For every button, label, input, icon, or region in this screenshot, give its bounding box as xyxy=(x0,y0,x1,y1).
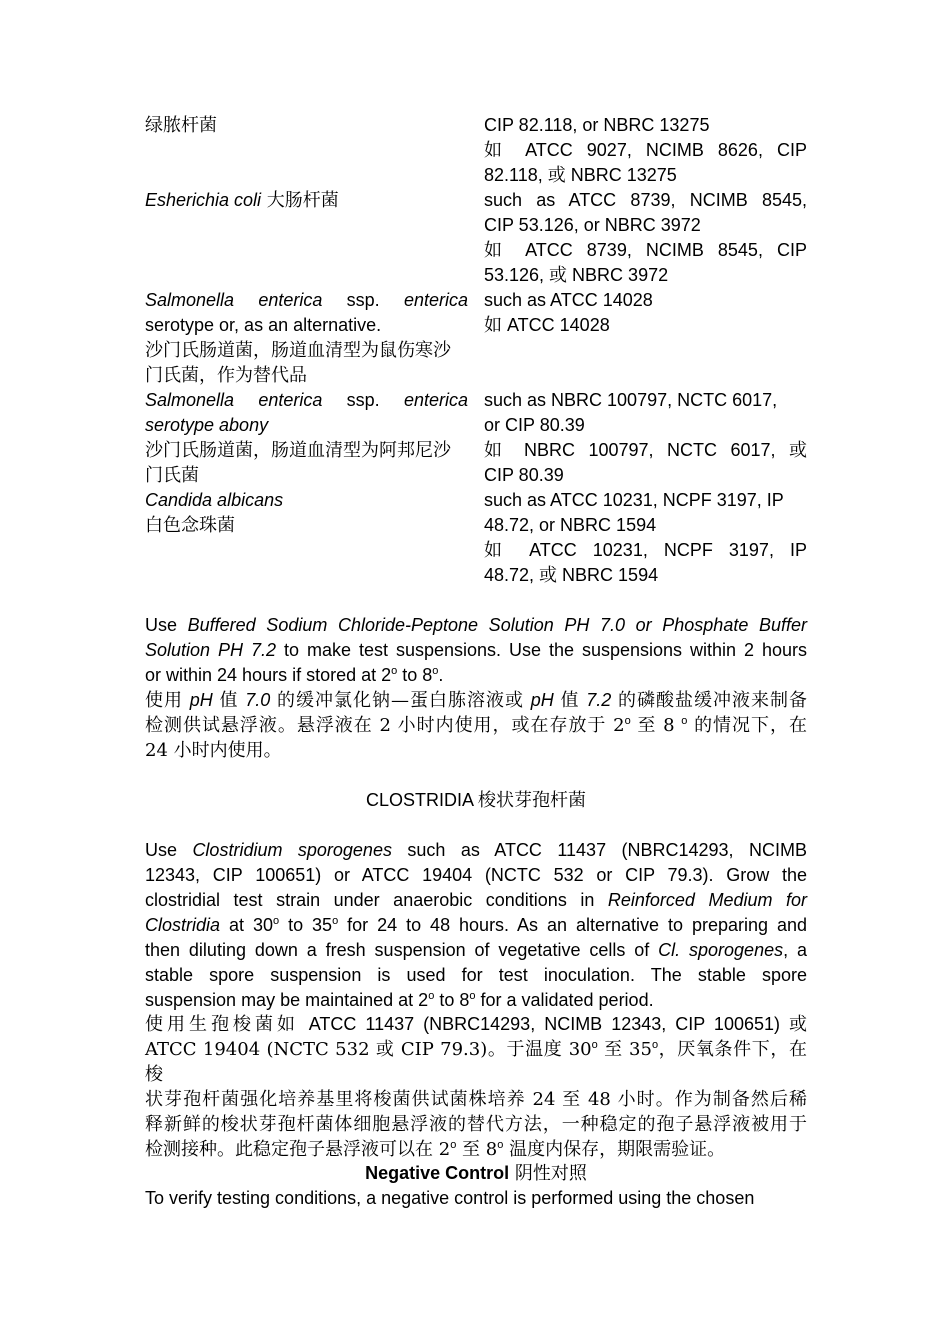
text-run: 48.72, 或 NBRC 1594 xyxy=(484,565,659,585)
paragraph-clostridia-heading xyxy=(145,788,807,813)
text-line xyxy=(145,338,468,363)
text-line xyxy=(145,838,807,863)
text-run: 使用 xyxy=(145,690,190,711)
degree-mark: o xyxy=(332,915,339,927)
organism-name-cell xyxy=(145,488,468,588)
text-run: suspension may be maintained at 2 xyxy=(145,990,429,1010)
text-run: Use xyxy=(145,840,193,860)
text-run: 绿脓杆菌 xyxy=(145,115,217,136)
strain-cell xyxy=(484,488,807,588)
text-run: for 24 to 48 hours. As an alternative to preparing and xyxy=(338,915,807,935)
text-run: 至 8 xyxy=(630,715,682,736)
text-line xyxy=(145,738,807,763)
text-run: CLOSTRIDIA xyxy=(365,790,479,810)
text-run: ssp. xyxy=(322,390,404,410)
text-line xyxy=(145,288,468,313)
text-line xyxy=(484,238,807,263)
text-run: Reinforced Medium for xyxy=(607,890,807,910)
text-line xyxy=(145,663,807,688)
text-run: 53.126, 或 NBRC 3972 xyxy=(484,265,669,285)
organism-name-cell xyxy=(145,388,468,488)
text-line xyxy=(145,863,807,888)
text-line xyxy=(145,788,807,813)
text-run: 如 NBRC 100797, NCTC 6017, 或 xyxy=(484,440,807,460)
strain-cell xyxy=(484,113,807,188)
text-run: 沙门氏肠道菌，肠道血清型为阿邦尼沙 xyxy=(145,440,451,461)
text-line xyxy=(484,263,807,288)
text-run: 12343, CIP 100651) or ATCC 19404 (NCTC 532 or CIP 79.3). Grow the xyxy=(145,865,807,885)
text-run: 状芽孢杆菌强化培养基里将梭菌供试菌株培养 24 至 48 小时。作为制备然后稀 xyxy=(145,1089,807,1110)
text-run: Salmonella enterica xyxy=(145,390,323,410)
text-line xyxy=(484,213,807,238)
text-line xyxy=(145,613,807,638)
text-run: 白色念珠菌 xyxy=(145,515,235,536)
paragraph-clostridia-en xyxy=(145,838,807,1013)
text-run: 的缓冲氯化钠—蛋白胨溶液或 xyxy=(270,690,531,711)
degree-mark: o xyxy=(591,1039,598,1051)
text-run: 于温度 30 xyxy=(506,1039,592,1060)
text-run: 如 ATCC 8739, NCIMB 8545, CIP xyxy=(484,240,807,260)
text-run: 如 ATCC 9027, NCIMB 8626, CIP xyxy=(484,140,807,160)
text-run: 如 ATCC 10231, NCPF 3197, IP xyxy=(484,540,807,560)
strain-cell xyxy=(484,188,807,288)
text-line xyxy=(145,1112,807,1137)
text-run: Negative Control xyxy=(365,1163,510,1183)
text-line xyxy=(145,438,468,463)
text-line xyxy=(484,463,807,488)
text-run: , a xyxy=(783,940,808,960)
text-run: Solution PH 7.2 xyxy=(145,640,277,660)
paragraph-suspension-zh xyxy=(145,688,807,763)
text-line xyxy=(145,688,807,713)
degree-mark: o xyxy=(469,990,476,1002)
paragraph-clostridia-zh xyxy=(145,1012,807,1162)
text-run: ATCC 19404 (NCTC 532 或 CIP 79.3)。 xyxy=(145,1039,507,1060)
degree-mark: o xyxy=(428,990,435,1002)
text-line xyxy=(484,563,807,588)
text-line xyxy=(484,413,807,438)
text-run: Cl. sporogenes xyxy=(658,940,784,960)
text-line xyxy=(145,1037,807,1087)
text-run: 7.2 xyxy=(586,690,612,710)
text-run: CIP 53.126, or NBRC 3972 xyxy=(484,215,701,235)
degree-mark: o xyxy=(391,665,398,677)
text-run: 至 35 xyxy=(597,1039,652,1060)
text-line xyxy=(484,288,807,313)
paragraph-negative-control-heading xyxy=(145,1161,807,1186)
text-run: pH xyxy=(530,690,554,710)
text-line xyxy=(145,513,468,538)
text-run: 如 ATCC 14028 xyxy=(484,315,610,335)
text-line xyxy=(145,1137,807,1162)
degree-mark: o xyxy=(624,715,631,727)
text-run: serotype or, as an alternative. xyxy=(145,315,382,335)
degree-mark: o xyxy=(272,915,280,927)
text-run: then diluting down a fresh suspension of vegetative cells of xyxy=(145,940,659,960)
text-run: 至 8 xyxy=(456,1139,498,1160)
text-run: 48.72, or NBRC 1594 xyxy=(484,515,657,535)
text-run: 温度内保存，期限需验证。 xyxy=(503,1139,726,1160)
text-run: at 30 xyxy=(220,915,273,935)
text-line xyxy=(484,313,807,338)
text-line xyxy=(145,363,468,388)
text-run: pH xyxy=(189,690,213,710)
text-run: Buffered Sodium Chloride-Peptone Solution PH 7.0 or Phosphate Buffer xyxy=(187,615,807,635)
degree-mark: o xyxy=(432,665,439,677)
degree-mark: o xyxy=(497,1139,504,1151)
text-run: 7.0 xyxy=(245,690,271,710)
text-run: . xyxy=(438,665,444,685)
paragraph-negative-control-en xyxy=(145,1186,807,1211)
text-line xyxy=(484,138,807,163)
text-run: 检测供试悬浮液。悬浮液在 2 小时内使用，或在存放于 2 xyxy=(145,715,625,736)
text-run: 的磷酸盐缓冲液来制备 xyxy=(611,690,807,711)
text-run: 门氏菌，作为替代品 xyxy=(145,365,307,386)
text-run: ssp. xyxy=(322,290,404,310)
text-run: CIP 82.118, or NBRC 13275 xyxy=(484,115,710,135)
text-line xyxy=(484,538,807,563)
text-line xyxy=(145,888,807,913)
text-run: 使用生孢梭菌如 xyxy=(145,1014,309,1035)
text-run: 的情况下，在 xyxy=(687,715,807,736)
text-run: 梭状芽孢杆菌 xyxy=(478,790,587,811)
text-run: 82.118, 或 NBRC 13275 xyxy=(484,165,677,185)
text-run: to 8 xyxy=(434,990,470,1010)
organism-name-cell xyxy=(145,113,468,188)
text-run: clostridial test strain under anaerobic conditions in xyxy=(145,890,608,910)
text-line xyxy=(145,713,807,738)
text-line xyxy=(145,938,807,963)
text-run: or CIP 80.39 xyxy=(484,415,585,435)
text-line xyxy=(145,313,468,338)
text-run: such as ATCC 8739, NCIMB 8545, xyxy=(484,190,807,210)
text-run: Clostridia xyxy=(145,915,221,935)
text-run: ATCC 11437 (NBRC14293, NCIMB 12343, CIP 100651) 或 xyxy=(308,1014,807,1034)
text-run: 值 xyxy=(212,690,246,711)
text-line xyxy=(484,513,807,538)
paragraph-suspension-en xyxy=(145,613,807,688)
text-line xyxy=(145,988,807,1013)
text-run: Salmonella enterica xyxy=(145,290,323,310)
text-run: Clostridium sporogenes xyxy=(192,840,392,860)
text-line xyxy=(145,1161,807,1186)
organism-row xyxy=(145,488,807,588)
text-run: 值 xyxy=(553,690,587,711)
text-run: for a validated period. xyxy=(475,990,654,1010)
text-run: such as ATCC 11437 (NBRC14293, NCIMB xyxy=(391,840,807,860)
organism-row xyxy=(145,188,807,288)
text-run: enterica xyxy=(403,390,468,410)
text-run: such as ATCC 10231, NCPF 3197, IP xyxy=(484,490,784,510)
text-run: CIP 80.39 xyxy=(484,465,564,485)
text-line xyxy=(145,388,468,413)
text-run: or within 24 hours if stored at 2 xyxy=(145,665,392,685)
text-line xyxy=(145,638,807,663)
organism-row xyxy=(145,113,807,188)
text-line xyxy=(145,1087,807,1112)
strain-cell xyxy=(484,388,807,488)
text-line xyxy=(145,913,807,938)
text-line xyxy=(145,188,468,213)
text-run: to 35 xyxy=(279,915,333,935)
text-line xyxy=(484,488,807,513)
text-run: ，厌氧条件下，在梭 xyxy=(145,1039,807,1085)
text-line xyxy=(145,113,468,138)
text-line xyxy=(484,163,807,188)
degree-mark: o xyxy=(651,1039,659,1051)
text-line xyxy=(145,488,468,513)
text-run: such as NBRC 100797, NCTC 6017, xyxy=(484,390,778,410)
text-run: stable spore suspension is used for test inoculation. The stable spore xyxy=(145,965,807,985)
degree-mark: o xyxy=(681,715,688,727)
text-line xyxy=(484,438,807,463)
text-line xyxy=(484,388,807,413)
text-run: Esherichia coli xyxy=(145,190,262,210)
text-run: 释新鲜的梭状芽孢杆菌体细胞悬浮液的替代方法，一种稳定的孢子悬浮液被用于 xyxy=(145,1114,807,1135)
organism-row xyxy=(145,388,807,488)
text-run: 阴性对照 xyxy=(509,1163,587,1184)
text-run: 检测接种。此稳定孢子悬浮液可以在 2 xyxy=(145,1139,451,1160)
text-run: enterica xyxy=(403,290,468,310)
text-run: to 8 xyxy=(397,665,433,685)
text-line xyxy=(484,113,807,138)
organism-row xyxy=(145,288,807,388)
text-run: To verify testing conditions, a negative control is performed using the chosen xyxy=(145,1188,755,1208)
test-organism-table xyxy=(145,113,807,588)
text-line xyxy=(145,1186,807,1211)
organism-name-cell xyxy=(145,288,468,388)
text-run: Use xyxy=(145,615,188,635)
text-run: serotype abony xyxy=(145,415,269,435)
text-run: to make test suspensions. Use the suspensions within 2 hours xyxy=(276,640,807,660)
text-line xyxy=(145,413,468,438)
text-line xyxy=(145,463,468,488)
text-run: 24 小时内使用。 xyxy=(145,740,282,761)
text-run: such as ATCC 14028 xyxy=(484,290,653,310)
text-line xyxy=(484,188,807,213)
degree-mark: o xyxy=(450,1139,457,1151)
text-line xyxy=(145,1012,807,1037)
strain-cell xyxy=(484,288,807,388)
text-run: 门氏菌 xyxy=(145,465,199,486)
text-run: 大肠杆菌 xyxy=(261,190,339,211)
organism-name-cell xyxy=(145,188,468,288)
text-run: Candida albicans xyxy=(145,490,284,510)
text-run: 沙门氏肠道菌，肠道血清型为鼠伤寒沙 xyxy=(145,340,451,361)
text-line xyxy=(145,963,807,988)
